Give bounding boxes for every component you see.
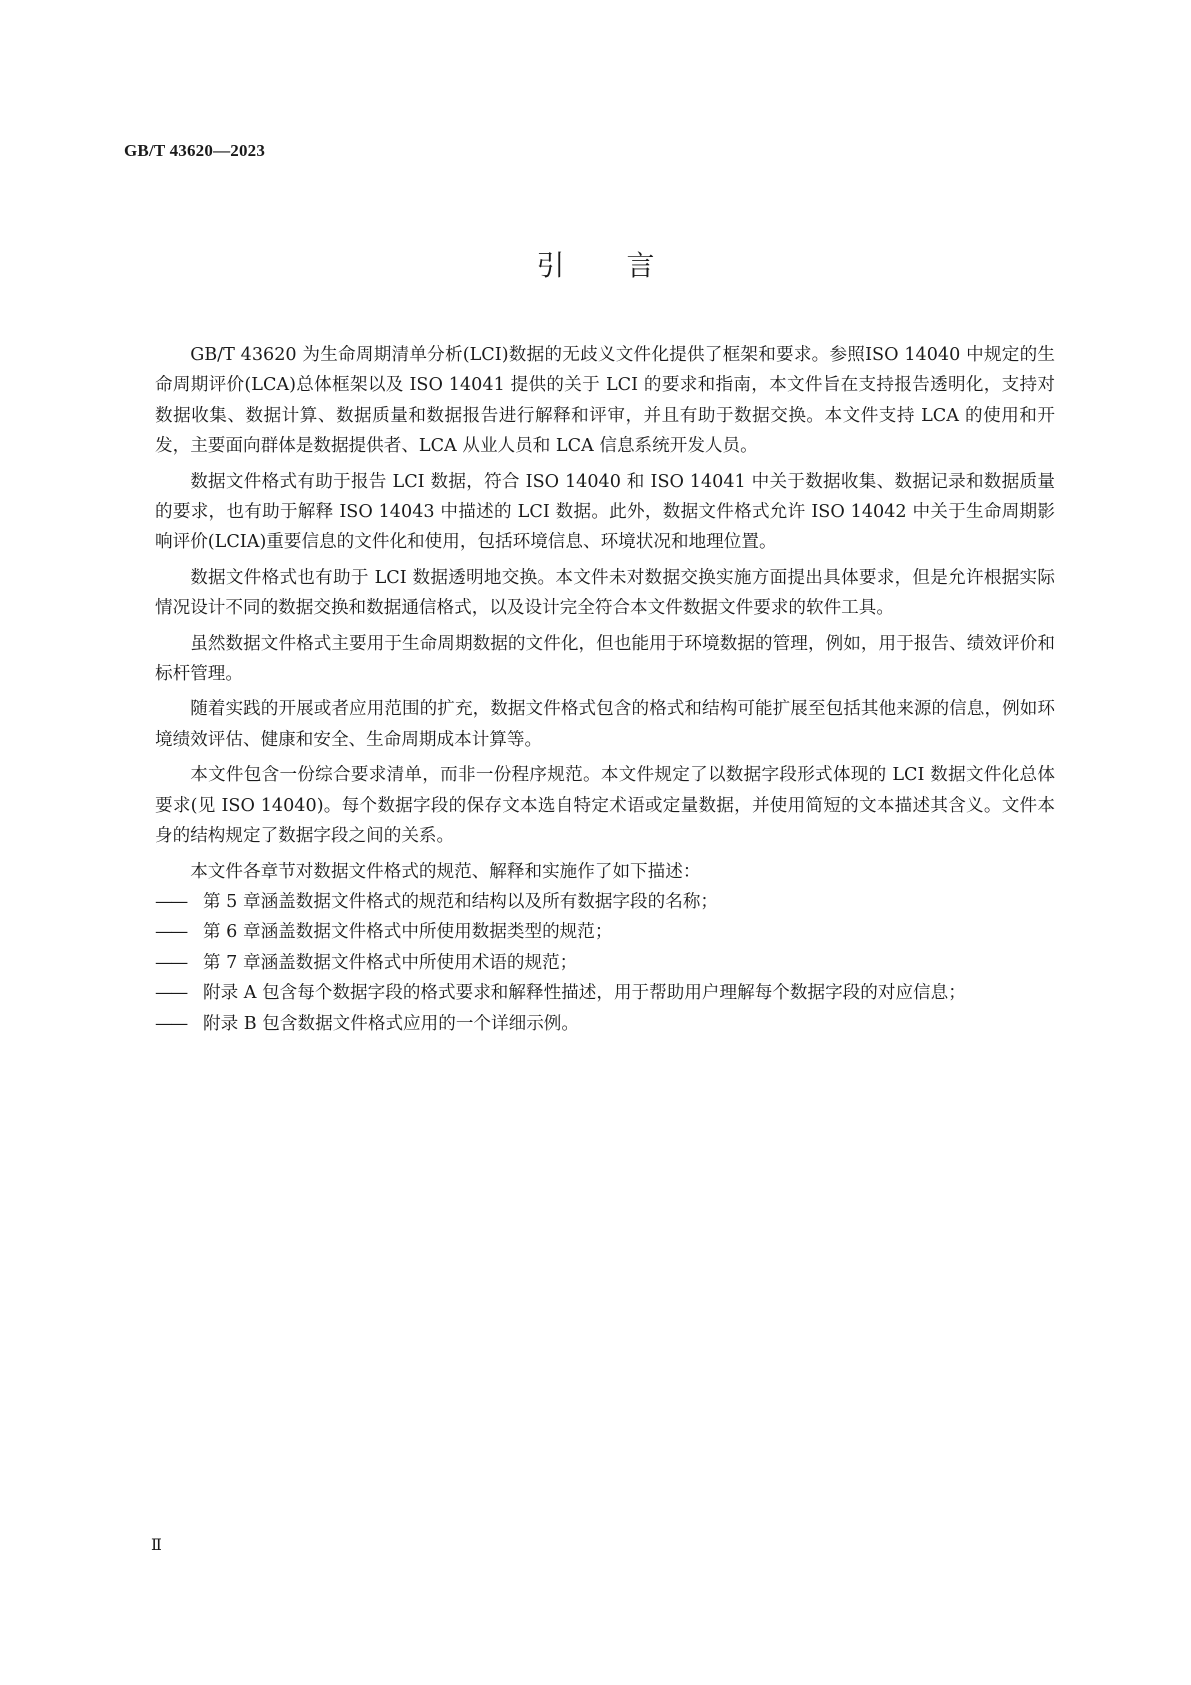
list-item-text: 第 6 章涵盖数据文件格式中所使用数据类型的规范； xyxy=(203,922,613,943)
section-title: 引言 xyxy=(536,249,717,282)
dash-marker: —— xyxy=(155,1013,187,1034)
dash-marker: —— xyxy=(155,891,187,912)
list-item xyxy=(155,1009,1055,1039)
chapter-list xyxy=(155,887,1055,1039)
list-item xyxy=(155,887,1055,917)
paragraph: 数据文件格式有助于报告 LCI 数据，符合 ISO 14040 和 ISO 14041 中关于数据收集、数据记录和数据质量的要求，也有助于解释 ISO 14043 中描述的 LCI 数据。此外，数据文件格式允许 ISO 14042 中关于生命周期影响评价(LCIA)重要信息的文件化和使用，包括环境信息、环境状况和地理位置。 xyxy=(155,471,1055,553)
dash-marker: —— xyxy=(155,983,187,1004)
dash-marker: —— xyxy=(155,952,187,973)
page-number: Ⅱ xyxy=(151,1537,162,1554)
paragraph: GB/T 43620 为生命周期清单分析(LCI)数据的无歧义文件化提供了框架和要求。参照ISO 14040 中规定的生命周期评价(LCA)总体框架以及 ISO 14041 提供的关于 LCI 的要求和指南，本文件旨在支持报告透明化，支持对数据收集、数据计算、数据质量和数据报告进行解释和评审，并且有助于数据交换。本文件支持 LCA 的使用和开发，主要面向群体是数据提供者、LCA 从业人员和 LCA 信息系统开发人员。 xyxy=(155,345,1055,457)
paragraph: 虽然数据文件格式主要用于生命周期数据的文件化，但也能用于环境数据的管理，例如，用于报告、绩效评价和标杆管理。 xyxy=(155,633,1055,685)
list-item-text: 第 5 章涵盖数据文件格式的规范和结构以及所有数据字段的名称； xyxy=(203,891,719,912)
list-item-text: 第 7 章涵盖数据文件格式中所使用术语的规范； xyxy=(203,952,578,973)
body-text xyxy=(155,340,1055,1039)
list-item xyxy=(155,917,1055,947)
dash-marker: —— xyxy=(155,922,187,943)
paragraph: 随着实践的开展或者应用范围的扩充，数据文件格式包含的格式和结构可能扩展至包括其他来源的信息，例如环境绩效评估、健康和安全、生命周期成本计算等。 xyxy=(155,699,1055,750)
list-item-text: 附录 A 包含每个数据字段的格式要求和解释性描述，用于帮助用户理解每个数据字段的对应信息； xyxy=(203,983,966,1004)
standard-code: GB/T 43620—2023 xyxy=(124,141,266,160)
paragraph: 数据文件格式也有助于 LCI 数据透明地交换。本文件未对数据交换实施方面提出具体要求，但是允许根据实际情况设计不同的数据交换和数据通信格式，以及设计完全符合本文件数据文件要求的软件工具。 xyxy=(155,567,1055,619)
list-item xyxy=(155,948,1055,978)
paragraph: 本文件包含一份综合要求清单，而非一份程序规范。本文件规定了以数据字段形式体现的 LCI 数据文件化总体要求(见 ISO 14040)。每个数据字段的保存文本选自特定术语或定量数据，并使用简短的文本描述其含义。文件本身的结构规定了数据字段之间的关系。 xyxy=(155,765,1055,847)
list-item xyxy=(155,978,1055,1008)
list-item-text: 附录 B 包含数据文件格式应用的一个详细示例。 xyxy=(203,1013,579,1034)
list-intro: 本文件各章节对数据文件格式的规范、解释和实施作了如下描述： xyxy=(190,861,701,882)
